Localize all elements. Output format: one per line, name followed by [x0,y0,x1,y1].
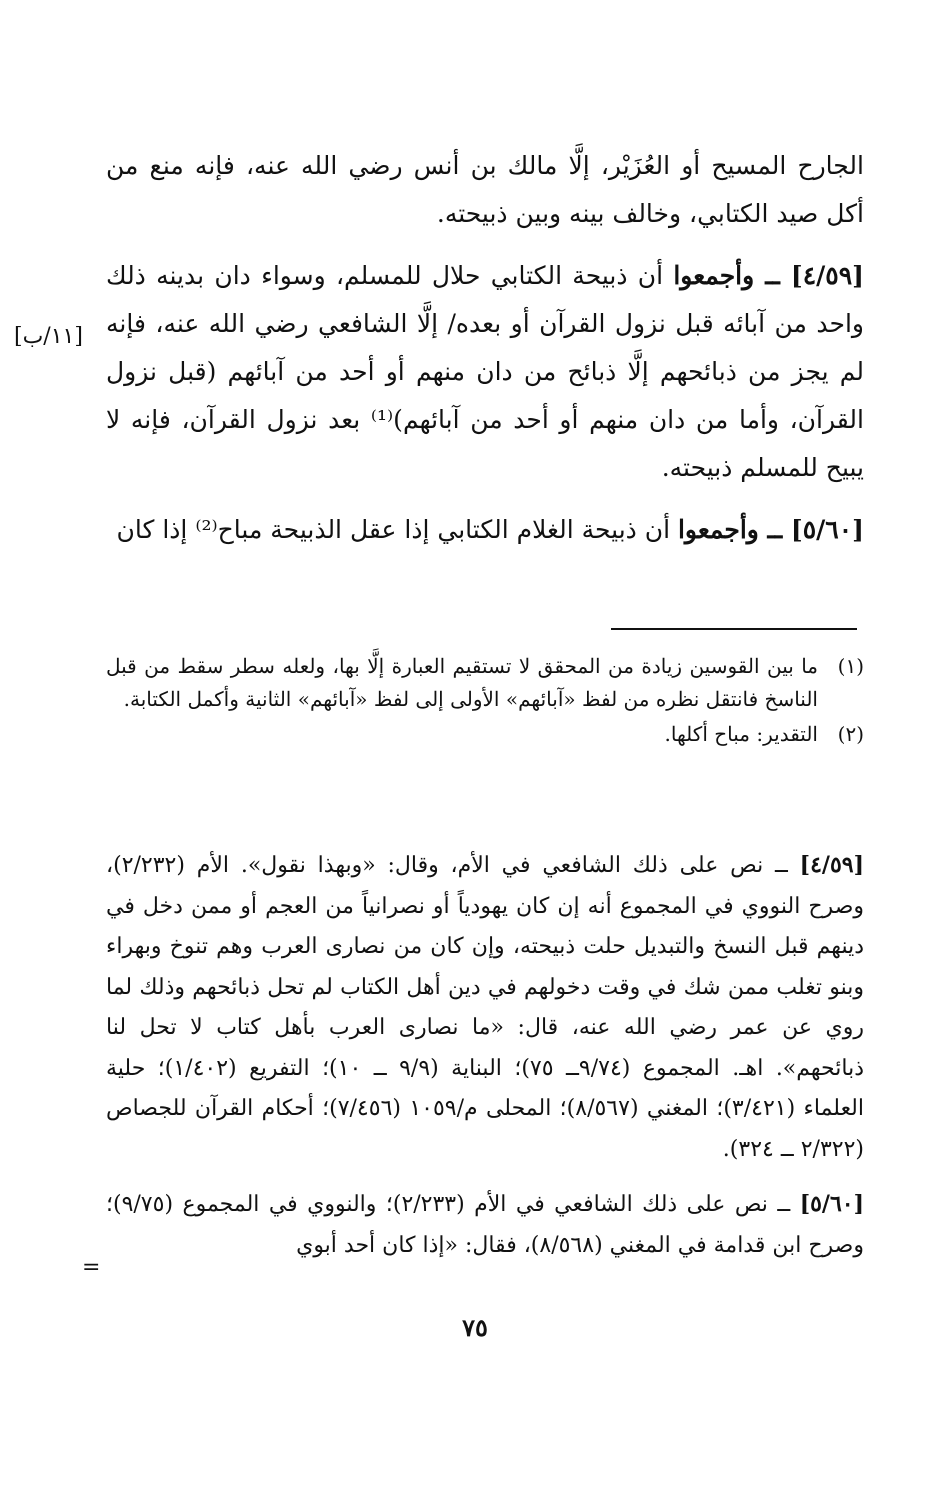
main-paragraph [106,252,864,492]
footnotes [106,650,864,753]
footnote-item [106,650,864,716]
section-lead: ــ وأجمعوا [673,261,791,290]
main-paragraph [106,506,864,554]
section-reference: [٤/٥٩] [790,261,864,290]
section-lead: ــ وأجمعوا [677,515,791,544]
commentary-text: ــ نص على ذلك الشافعي في الأم (٢/٢٣٣)؛ والنووي في المجموع (٩/٧٥)؛ وصرح ابن قدامة في المغني (٨/٥٦٨)، فقال: «إذا كان أحد أبوي [106,1192,864,1258]
commentary-reference: [٥/٦٠] [799,1191,865,1217]
footnote-number: (٢) [837,722,864,746]
commentary-reference: [٤/٥٩] [799,852,864,878]
footnote-item [106,718,864,751]
main-paragraph-text: أن ذبيحة الكتابي حلال للمسلم، وسواء دان بدينه ذلك واحد من آبائه قبل نزول القرآن أو بعده/ إلَّا الشافعي رضي الله عنه، فإنه لم يجز من ذبائحهم إلَّا ذبائح من دان منهم أو أحد من آبائهم (قبل نزول القرآن، وأما من دان منهم أو أحد من آبائهم)⁽¹⁾ بعد نزول القرآن، فإنه لا يبيح للمسلم ذبيحته. [106,261,864,482]
footnote-text: التقدير: مباح أكلها. [664,722,818,746]
main-paragraph-text: الجارح المسيح أو العُزَيْر، إلَّا مالك بن أنس رضي الله عنه، فإنه منع من أكل صيد الكتابي، وخالف بينه وبين ذبيحته. [106,151,864,228]
page-number: ٧٥ [462,1313,488,1342]
commentary-text: ــ نص على ذلك الشافعي في الأم، وقال: «وبهذا نقول». الأم (٢/٢٣٢)، وصرح النووي في المجموع أنه إن كان يهودياً أو نصرانياً من العجم أو ممن دخل في دينهم قبل النسخ والتبديل حلت ذبيحته، وإن كان من نصارى العرب وهم تنوخ وبهراء وبنو تغلب ممن شك في وقت دخولهم في دين أهل الكتاب لم تحل ذبائحهم وذلك لما روي عن عمر رضي الله عنه، قال: «ما نصارى العرب بأهل كتاب لا تحل لنا ذبائحهم». اهـ. المجموع (٩/٧٤ــ ٧٥)؛ البناية (٩/٩ ــ ١٠)؛ التفريع (١/٤٠٢)؛ حلية العلماء (٣/٤٢١)؛ المغني (٨/٥٦٧)؛ المحلى م/١٠٥٩ (٧/٤٥٦)؛ أحكام القرآن للجصاص (٢/٣٢٢ ــ ٣٢٤). [106,853,864,1162]
main-text [106,142,864,568]
commentary-paragraph [106,1184,864,1266]
manuscript-folio-marker: [١١/ب] [14,324,83,349]
main-paragraph-text: أن ذبيحة الغلام الكتابي إذا عقل الذبيحة مباح⁽²⁾ إذا كان [116,515,678,544]
footnote-divider [611,628,857,630]
footnote-text: ما بين القوسين زيادة من المحقق لا تستقيم العبارة إلَّا بها، ولعله سطر سقط من قبل الناسخ فانتقل نظره من لفظ «آبائهم» الأولى إلى لفظ «آبائهم» الثانية وأكمل الكتابة. [106,654,819,711]
commentary-notes [106,845,864,1280]
section-reference: [٥/٦٠] [790,515,864,544]
main-paragraph [106,142,864,238]
footnote-number: (١) [837,654,864,678]
commentary-paragraph [106,845,864,1170]
continuation-mark: = [82,1255,101,1280]
